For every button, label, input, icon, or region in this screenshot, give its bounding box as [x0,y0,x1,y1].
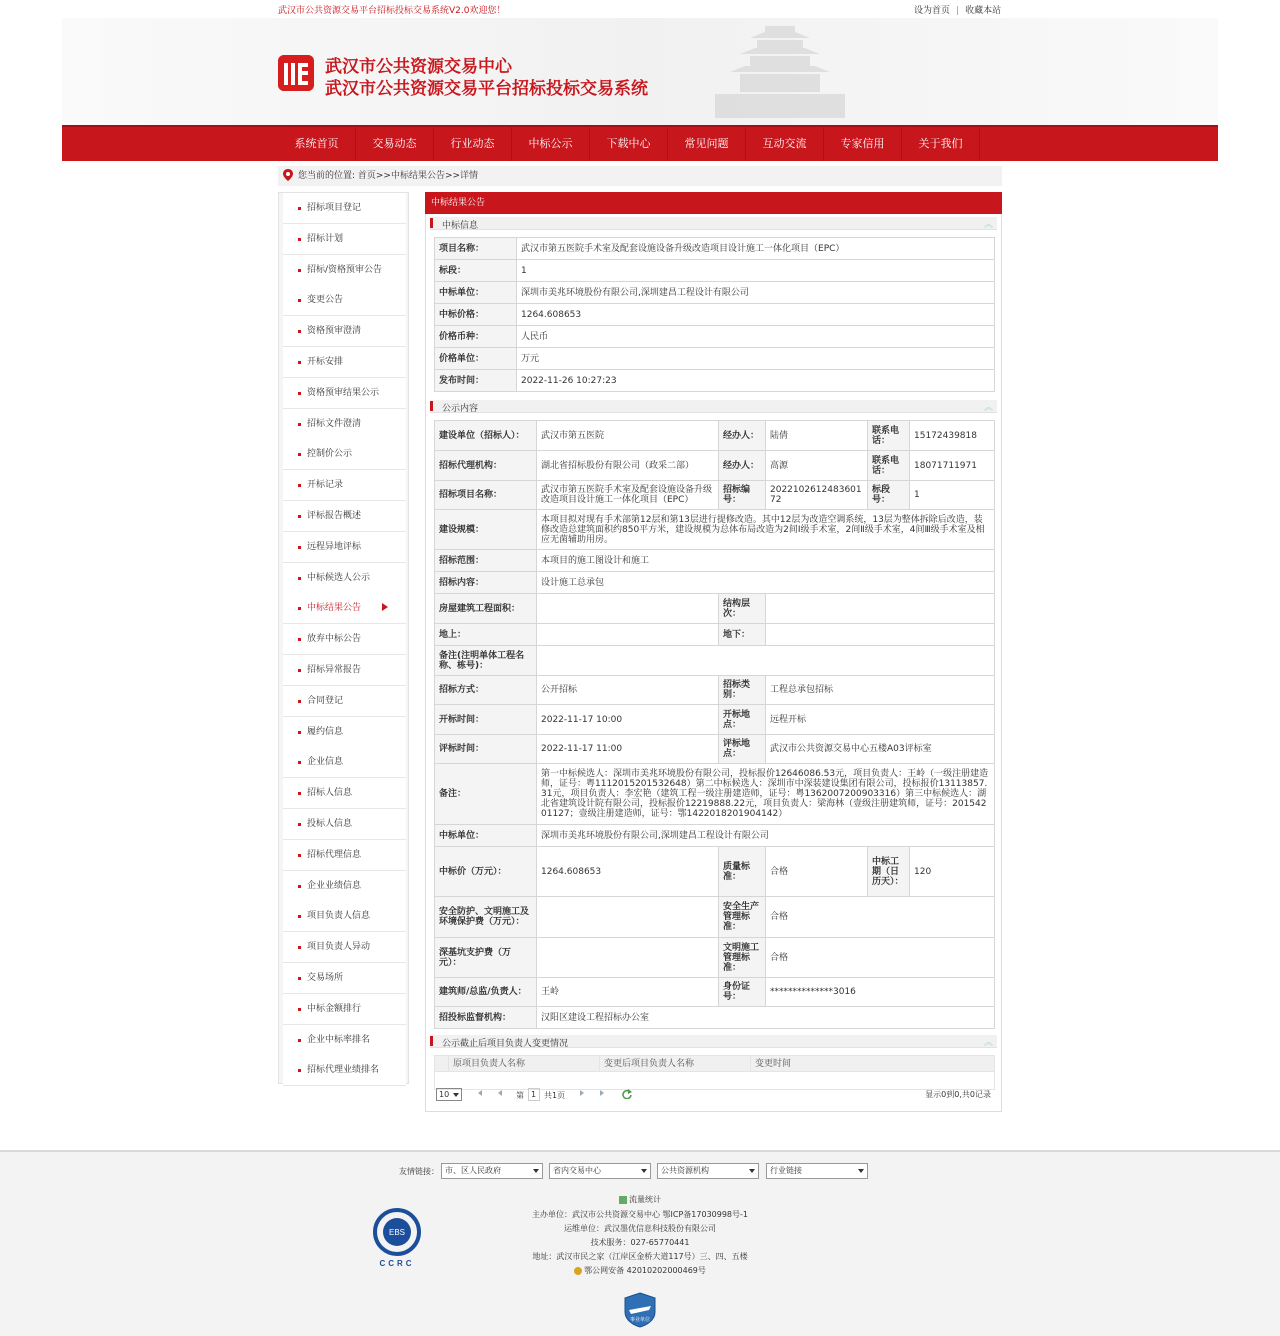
award-info-table [434,237,995,392]
id-number-value: **************3016 [766,978,995,1007]
bullet-icon [298,607,301,610]
currency-value: 人民币 [517,326,995,348]
bullet-icon [298,361,301,364]
winner-value: 深圳市美兆环境股份有限公司,深圳建昌工程设计有限公司 [517,282,995,304]
table-row [435,594,995,624]
table-row [435,510,995,550]
price-value: 1264.608653 [517,304,995,326]
industry-links-select[interactable] [766,1163,868,1179]
sidebar-item-label: 开标记录 [307,480,344,491]
table-row [435,348,995,370]
safety-fee-label: 安全防护、文明施工及环境保护费（万元）： [435,897,537,938]
section-title: 公示截止后项目负责人变更情况 [442,1039,569,1049]
handler-value: 高源 [766,451,868,481]
bid-price-value: 1264.608653 [537,847,719,897]
page-size-value: 10 [439,1090,450,1099]
main-nav [62,125,1218,161]
publicity-table [434,420,995,1029]
remark-value: 第一中标候选人：深圳市美兆环境股份有限公司，投标报价12646086.53元，项目负责人：王岭（一级注册建造师，证号：粤1112015201532648）第二中标候选人：深圳市中深装建设集团有限公司，投标报价13113857.31元，项目负责人：李宏艳（建筑工程一级注册建造师，证号：粤1362007200903316）第三中标候选人：湖北省建筑设计院有限公司，投标报价12219888.22元，项目负责人：梁海林（壹级注册建筑师，证号：20154201127；壹级注册建造师，证号：鄂1422018201904142） [537,764,995,825]
phone-value: 18071711971 [910,451,995,481]
sidebar-item-label: 投标人信息 [307,819,353,829]
police-badge-icon [574,1267,582,1275]
sidebar-item-label: 开标安排 [307,357,344,367]
sidebar-item[interactable] [283,747,406,778]
section-title: 公示内容 [442,404,479,414]
table-row [435,326,995,348]
eval-time-value: 2022-11-17 11:00 [537,735,719,764]
eval-place-label: 评标地点： [719,735,766,764]
method-label: 招标方式： [435,676,537,705]
lot-no-label: 标段号： [868,481,910,510]
section-marker [430,1036,433,1046]
table-row [435,481,995,510]
safety-std-value: 合格 [766,897,995,938]
nav-trade-news[interactable]: 交易动态 [356,127,434,161]
publish-time-label: 发布时间： [435,370,517,392]
open-time-label: 开标时间： [435,705,537,735]
range-label: 招标范围： [435,550,537,572]
table-row [435,304,995,326]
pagoda-watermark [695,18,865,118]
sidebar-item-label: 招标代理业绩排名 [307,1065,380,1076]
quality-value: 合格 [766,847,868,897]
section-marker [430,401,433,411]
open-time-value: 2022-11-17 10:00 [537,705,719,735]
table-row [435,421,995,451]
phone-label: 联系电话： [868,451,910,481]
sidebar-item[interactable] [283,409,406,440]
nav-home[interactable]: 系统首页 [278,127,356,161]
sidebar-item-label: 招标计划 [307,233,344,244]
bullet-icon [298,423,301,426]
chevron-down-icon [749,1169,755,1173]
sidebar-item[interactable] [283,378,406,409]
logo-icon [278,55,314,91]
collapse-icon[interactable]: ︽ [983,403,993,413]
table-row [435,646,995,676]
bullet-icon [298,207,301,210]
header-banner [62,18,1218,126]
sidebar-item-label: 招标/资格预审公告 [307,264,383,275]
sidebar-item[interactable] [283,717,406,748]
structure-label: 结构层次： [719,594,766,624]
sidebar-item[interactable] [283,871,406,902]
sidebar-item[interactable] [283,932,406,963]
sidebar-item[interactable] [283,563,406,594]
civil-std-value: 合格 [766,938,995,978]
table-row [435,550,995,572]
table-row [435,938,995,978]
sidebar-item[interactable] [283,532,406,563]
sidebar-item-label: 合同登记 [307,695,344,706]
note-value [537,646,995,676]
bullet-icon [298,946,301,949]
sidebar-item-label: 中标结果公告 [307,603,362,614]
page-number-value: 1 [531,1090,537,1099]
currency-label: 价格币种： [435,326,517,348]
table-row [435,847,995,897]
bullet-icon [298,885,301,888]
pit-fee-label: 深基坑支护费（万元）： [435,938,537,978]
phone-value: 15172439818 [910,421,995,451]
table-row [435,705,995,735]
builder-value: 武汉市第五医院 [537,421,719,451]
sidebar-item[interactable] [283,655,406,686]
agency-value: 湖北省招标股份有限公司（政采二部） [537,451,719,481]
scale-value: 本项目拟对现有手术部第12层和第13层进行提修改造。其中12层为改造空调系统，13层为整体拆除后改造，装修改造总建筑面积约850平方米，建设规模为总体布局改造为2间Ⅰ级手术室，2间Ⅱ级手术室，4间Ⅲ级手术室及相应无菌辅助用房。 [537,510,995,550]
section-marker [430,218,433,228]
sidebar-item[interactable] [283,840,406,871]
chevron-down-icon [858,1169,864,1173]
top-link-separator: | [956,6,960,16]
price-label: 中标价格： [435,304,517,326]
traffic-stats-link[interactable] [380,1194,900,1205]
sidebar-item[interactable] [283,901,406,932]
publish-time-value: 2022-11-26 10:27:23 [517,370,995,392]
table-row [435,572,995,594]
nav-interaction[interactable]: 互动交流 [746,127,824,161]
bullet-icon [298,299,301,302]
table-row [435,676,995,705]
price-unit-label: 价格单位： [435,348,517,370]
nav-industry-news[interactable]: 行业动态 [434,127,512,161]
table-row [435,260,995,282]
bullet-icon [298,761,301,764]
table-row [435,897,995,938]
scale-label: 建设规模： [435,510,537,550]
sidebar-item[interactable] [283,316,406,347]
table-row [435,370,995,392]
table-row [435,1007,995,1029]
favorite-link[interactable]: 收藏本站 [965,6,1002,16]
bullet-icon [298,515,301,518]
content-value: 设计施工总承包 [537,572,995,594]
sidebar-item-label: 中标金额排行 [307,1003,362,1014]
sidebar-item-label: 项目负责人信息 [307,911,371,922]
table-row [435,825,995,847]
table-row [435,735,995,764]
note-label: 备注(注明单体工程名称、栋号)： [435,646,537,676]
bullet-icon [298,238,301,241]
supervisor-value: 汉阳区建设工程招标办公室 [537,1007,995,1029]
above-ground-label: 地上： [435,624,537,646]
open-place-value: 远程开标 [766,705,995,735]
footer-sponsor: 主办单位：武汉市公共资源交易中心 鄂ICP备17030998号-1 [531,1210,748,1219]
footer-operator: 运维单位：武汉墨优信息科技股份有限公司 [564,1224,716,1233]
last-page-icon[interactable] [600,1090,604,1096]
table-row [435,764,995,825]
section-label: 标段： [435,260,517,282]
bullet-icon [298,269,301,272]
sidebar-item[interactable] [283,193,406,224]
winning-unit-label: 中标单位： [435,825,537,847]
sidebar-item[interactable] [283,285,406,316]
bullet-icon [298,1069,301,1072]
sidebar [278,192,409,1084]
price-unit-value: 万元 [517,348,995,370]
top-links [914,3,1001,16]
sidebar-item-label: 放弃中标公告 [307,634,362,645]
table-row [435,624,995,646]
sidebar-item-label: 企业业绩信息 [307,880,362,891]
method-value: 公开招标 [537,676,719,705]
sidebar-item-label: 资格预审结果公示 [307,387,380,398]
lot-no-value: 1 [910,481,995,510]
table-row [435,978,995,1007]
eval-time-label: 评标时间： [435,735,537,764]
nav-award-notice[interactable]: 中标公示 [512,127,590,161]
caret-right-icon [382,603,388,611]
sidebar-item-label: 招标项目登记 [307,203,362,213]
architect-label: 建筑师/总监/负责人： [435,978,537,1007]
select-value: 市、区人民政府 [445,1166,501,1175]
sidebar-item[interactable] [283,1055,406,1086]
ebs-text: EBS [388,1228,406,1237]
sidebar-item[interactable] [283,686,406,717]
project-name-value: 武汉市第五医院手术室及配套设施设备升级改造项目设计施工一体化项目（EPC） [517,238,995,260]
nav-download[interactable]: 下载中心 [590,127,668,161]
bullet-icon [298,330,301,333]
resource-org-select[interactable] [657,1163,759,1179]
category-value: 工程总承包招标 [766,676,995,705]
refresh-icon[interactable] [622,1089,632,1099]
page-label: 第 [516,1091,524,1100]
builder-label: 建设单位（招标人）： [435,421,537,451]
stats-label: 流量统计 [629,1195,661,1204]
sidebar-item[interactable] [283,347,406,378]
section-header-award-info [430,217,997,230]
bullet-icon [298,1008,301,1011]
table-header-row [435,1056,995,1072]
remark-label: 备注： [435,764,537,825]
collapse-icon[interactable]: ︽ [983,1038,993,1048]
welcome-text: 武汉市公共资源交易平台招标投标交易系统V2.0欢迎您！ [278,6,506,16]
nav-about[interactable]: 关于我们 [902,127,980,161]
system-title: 武汉市公共资源交易平台招标投标交易系统 [325,79,648,99]
sidebar-item[interactable] [283,994,406,1025]
tender-project-label: 招标项目名称： [435,481,537,510]
tender-code-value: 202210261248360172 [766,481,868,510]
sidebar-item[interactable] [283,439,406,470]
bullet-icon [298,392,301,395]
page-size-select[interactable] [436,1088,462,1101]
sidebar-item-label: 资格预审澄清 [307,326,362,337]
bullet-icon [298,669,301,672]
sidebar-item-label: 控制价公示 [307,449,353,460]
select-value: 省内交易中心 [553,1166,601,1175]
phone-label: 联系电话： [868,421,910,451]
winning-unit-value: 深圳市美兆环境股份有限公司,深圳建昌工程设计有限公司 [537,825,995,847]
sidebar-item[interactable] [283,624,406,655]
sidebar-item[interactable] [283,255,406,286]
sidebar-item-label: 履约信息 [307,726,344,737]
location-pin-icon [283,169,293,181]
civil-std-label: 文明施工管理标准： [719,938,766,978]
bullet-icon [298,1039,301,1042]
period-value: 120 [910,847,995,897]
bullet-icon [298,731,301,734]
sidebar-item-label: 交易场所 [307,973,344,983]
top-bar [0,0,1280,18]
sidebar-item-label: 招标代理信息 [307,849,362,860]
header-original-person: 原项目负责人名称 [449,1056,600,1072]
header-change-time: 变更时间 [751,1056,995,1072]
sidebar-item[interactable] [283,963,406,994]
ccrc-logo-icon [372,1208,422,1270]
trade-center-select[interactable] [549,1163,651,1179]
select-value: 公共资源机构 [661,1166,709,1175]
area-label: 房屋建筑工程面积： [435,594,537,624]
chevron-down-icon [641,1169,647,1173]
set-homepage-link[interactable]: 设为首页 [914,6,951,16]
section-title: 中标信息 [442,221,479,231]
table-row [435,282,995,304]
bullet-icon [298,638,301,641]
stats-icon [619,1196,627,1204]
bullet-icon [298,546,301,549]
breadcrumb: 您当前的位置: 首页>>中标结果公告>>详情 [278,166,1002,186]
id-number-label: 身份证号： [719,978,766,1007]
section-header-publicity [430,400,997,413]
prev-page-icon[interactable] [498,1090,502,1096]
bullet-icon [298,700,301,703]
bullet-icon [298,577,301,580]
handler-label: 经办人： [719,451,766,481]
below-ground-value [766,624,995,646]
sidebar-item-label: 招标异常报告 [307,665,362,675]
sidebar-item-label: 招标人信息 [307,788,353,799]
below-ground-label: 地下： [719,624,766,646]
bullet-icon [298,915,301,918]
panel-title: 中标结果公告 [425,192,1002,214]
sidebar-item[interactable] [283,778,406,809]
sidebar-item[interactable] [283,470,406,501]
bullet-icon [298,977,301,980]
header-new-person: 变更后项目负责人名称 [600,1056,751,1072]
sidebar-item-label: 企业中标率排名 [307,1034,371,1045]
safety-fee-value [537,897,719,938]
sidebar-item-label: 企业信息 [307,757,344,768]
bullet-icon [298,823,301,826]
sidebar-item[interactable] [283,501,406,532]
gov-links-select[interactable] [441,1163,543,1179]
page-number-input[interactable] [528,1088,540,1101]
table-row [435,451,995,481]
footer-support: 技术服务：027-65770441 [590,1238,690,1247]
next-page-icon[interactable] [580,1090,584,1096]
badge-text: 事业单位 [629,1317,651,1323]
tender-project-value: 武汉市第五医院手术室及配套设施设备升级改造项目设计施工一体化项目（EPC） [537,481,719,510]
above-ground-value [537,624,719,646]
area-value [537,594,719,624]
sidebar-item-label: 变更公告 [307,295,344,306]
winner-label: 中标单位： [435,282,517,304]
public-institution-badge-icon[interactable] [623,1292,657,1328]
bullet-icon [298,854,301,857]
bullet-icon [298,792,301,795]
supervisor-label: 招投标监督机构： [435,1007,537,1029]
sidebar-item-label: 评标报告概述 [307,511,362,521]
ccrc-text: CCRC [379,1259,415,1268]
project-name-label: 项目名称： [435,238,517,260]
sidebar-item[interactable] [283,224,406,255]
category-label: 招标类别： [719,676,766,705]
section-value: 1 [517,260,995,282]
police-record-text: 鄂公网安备 42010202000469号 [584,1266,706,1275]
friend-links-label: 友情链接： [399,1167,439,1176]
sidebar-item[interactable] [283,593,406,624]
table-row [435,238,995,260]
chevron-down-icon [533,1169,539,1173]
pit-fee-value [537,938,719,978]
footer-police-record [380,1265,900,1276]
first-page-icon[interactable] [478,1090,482,1096]
bullet-icon [298,453,301,456]
sidebar-item[interactable] [283,1025,406,1056]
period-label: 中标工期（日历天）： [868,847,910,897]
quality-label: 质量标准： [719,847,766,897]
change-table [434,1055,995,1090]
select-value: 行业链接 [770,1166,802,1175]
site-title: 武汉市公共资源交易中心 [325,57,512,77]
agency-label: 招标代理机构： [435,451,537,481]
sidebar-item-label: 项目负责人异动 [307,942,371,953]
eval-place-value: 武汉市公共资源交易中心五楼A03评标室 [766,735,995,764]
range-value: 本项目的施工图设计和施工 [537,550,995,572]
sidebar-item-label: 远程异地评标 [307,541,362,552]
open-place-label: 开标地点： [719,705,766,735]
structure-value [766,594,995,624]
handler-label: 经办人： [719,421,766,451]
handler-value: 陆倩 [766,421,868,451]
sidebar-item-label: 中标候选人公示 [307,572,371,583]
collapse-icon[interactable]: ︽ [983,220,993,230]
pagination [434,1086,995,1104]
architect-value: 王岭 [537,978,719,1007]
bullet-icon [298,484,301,487]
content-label: 招标内容： [435,572,537,594]
bid-price-label: 中标价（万元）： [435,847,537,897]
chevron-down-icon [453,1093,459,1097]
section-header-change [430,1035,997,1048]
sidebar-item-label: 招标文件澄清 [307,418,362,429]
nav-expert-credit[interactable]: 专家信用 [824,127,902,161]
tender-code-label: 招标编号： [719,481,766,510]
header-cell [435,1056,449,1072]
footer-address: 地址：武汉市民之家（江岸区金桥大道117号）三、四、五楼 [532,1252,748,1261]
safety-std-label: 安全生产管理标准： [719,897,766,938]
total-pages: 共1页 [544,1091,566,1100]
sidebar-item[interactable] [283,809,406,840]
record-summary: 显示0到0,共0记录 [925,1090,991,1099]
nav-faq[interactable]: 常见问题 [668,127,746,161]
